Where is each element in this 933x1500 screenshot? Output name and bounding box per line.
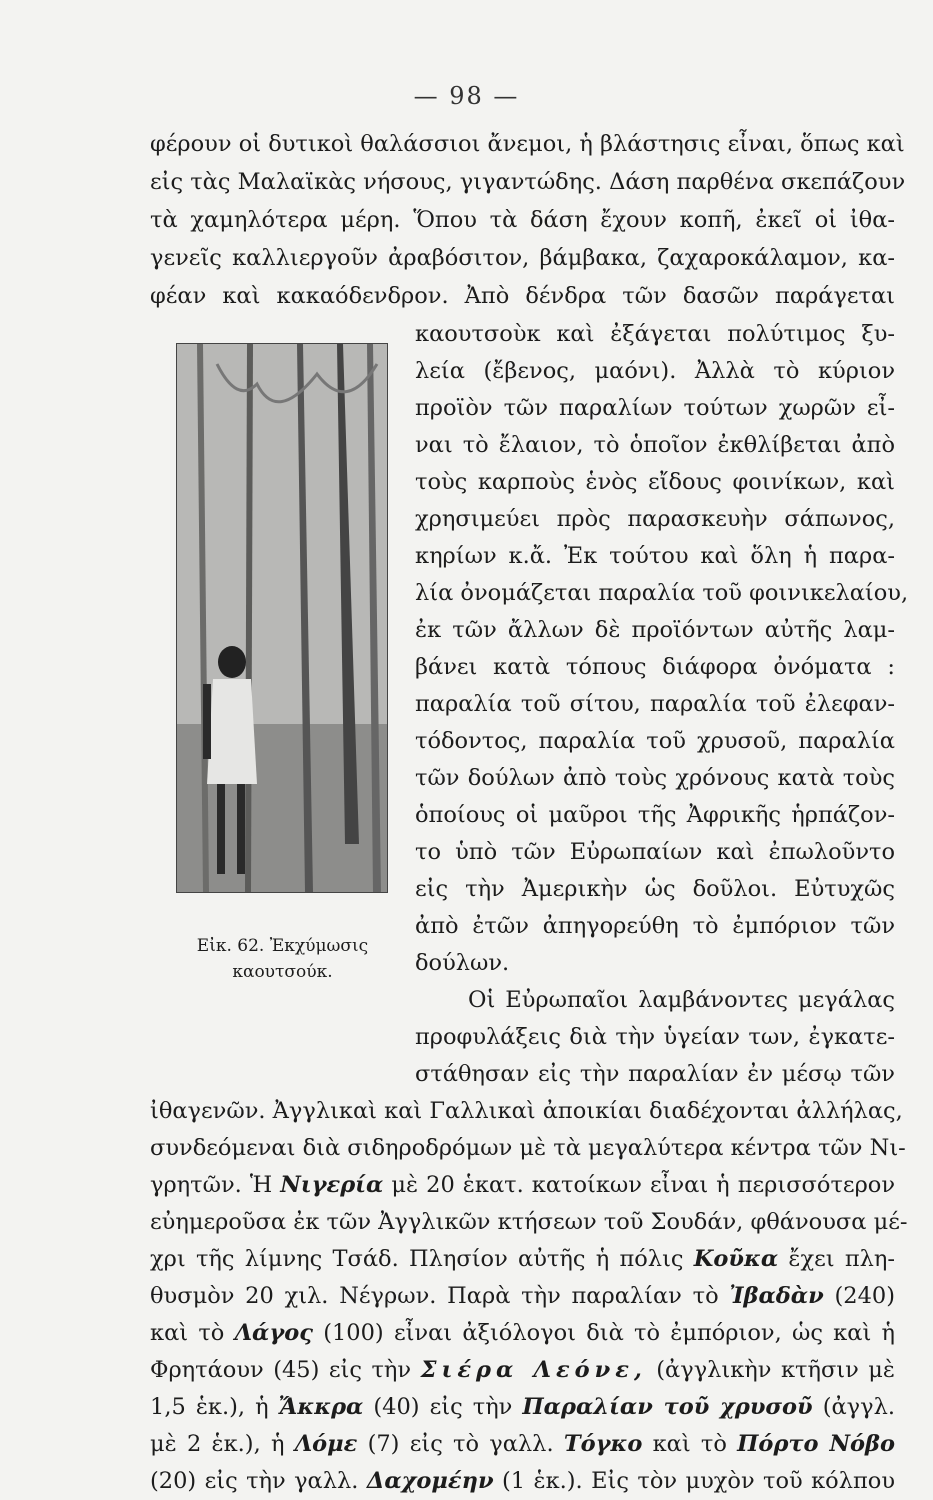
place-name: Ἄκκρα [278, 1394, 364, 1420]
text-line: Φρητάουν (45) εἰς τὴν Σιέρα Λεόνε, (ἀγγλικὴν κτῆσιν μὲ [150, 1357, 895, 1383]
text-line: κηρίων κ.ἄ. Ἐκ τούτου καὶ ὅλη ἡ παρα- [415, 543, 895, 569]
place-name: Τόγκο [563, 1431, 643, 1457]
text-line: 1,5 ἑκ.), ἡ Ἄκκρα (40) εἰς τὴν Παραλίαν τοῦ χρυσοῦ (ἀγγλ. [150, 1394, 895, 1420]
place-name: Σιέρα Λεόνε, [420, 1357, 647, 1383]
text-line: εὐημεροῦσα ἐκ τῶν Ἀγγλικῶν κτήσεων τοῦ Σουδάν, φθάνουσα μέ- [150, 1209, 908, 1235]
text-line: ὁποίους οἱ μαῦροι τῆς Ἀφρικῆς ἡρπάζον- [415, 802, 895, 828]
text-line: στάθησαν εἰς τὴν παραλίαν ἐν μέσῳ τῶν [415, 1061, 895, 1087]
text-line: γενεῖς καλλιεργοῦν ἀραβόσιτον, βάμβακα, ζαχαροκάλαμον, κα- [150, 245, 895, 271]
figure-caption-line2: καουτσούκ. [232, 962, 333, 982]
text-line: Οἱ Εὐρωπαῖοι λαμβάνοντες μεγάλας [468, 987, 895, 1013]
text-line: καουτσοὺκ καὶ ἐξάγεται πολύτιμος ξυ- [415, 321, 895, 347]
text-line: θυσμὸν 20 χιλ. Νέγρων. Παρὰ τὴν παραλίαν τὸ Ἰβαδὰν (240) [150, 1283, 896, 1309]
text-line: τὰ χαμηλότερα μέρη. Ὅπου τὰ δάση ἔχουν κοπῆ, ἐκεῖ οἱ ἰθα- [150, 207, 895, 233]
text-line: τόδοντος, παραλία τοῦ χρυσοῦ, παραλία [415, 728, 895, 754]
place-name: Πόρτο Νόβο [737, 1431, 895, 1457]
text-line: λεία (ἔβενος, μαόνι). Ἀλλὰ τὸ κύριον [415, 358, 895, 384]
text-line: δούλων. [415, 950, 510, 976]
text-line: φέαν καὶ κακαόδενδρον. Ἀπὸ δένδρα τῶν δασῶν παράγεται [150, 283, 895, 309]
text-line: βάνει κατὰ τόπους διάφορα ὀνόματα : [415, 654, 895, 680]
place-name: Λάγος [234, 1320, 313, 1346]
place-name: Ἰβαδὰν [729, 1283, 824, 1309]
text-line: τῶν δούλων ἀπὸ τοὺς χρόνους κατὰ τοὺς [415, 765, 895, 791]
page-number: — 98 — [413, 82, 520, 110]
text-line: προϊὸν τῶν παραλίων τούτων χωρῶν εἶ- [415, 395, 895, 421]
text-line: φέρουν οἱ δυτικοὶ θαλάσσιοι ἄνεμοι, ἡ βλάστησις εἶναι, ὅπως καὶ [150, 131, 905, 157]
text-line: λία ὀνομάζεται παραλία τοῦ φοινικελαίου, [415, 580, 909, 606]
place-name: Παραλίαν τοῦ χρυσοῦ [522, 1394, 813, 1420]
text-line: ἀπὸ ἐτῶν ἀπηγορεύθη τὸ ἐμπόριον τῶν [415, 913, 895, 939]
text-line: χρησιμεύει πρὸς παρασκευὴν σάπωνος, [415, 506, 895, 532]
figure-photo [176, 343, 388, 893]
text-line: εἰς τὰς Μαλαϊκὰς νήσους, γιγαντώδης. Δάση παρθένα σκεπάζουν [150, 169, 906, 195]
place-name: Κοῦκα [693, 1246, 779, 1272]
place-name: Νιγερία [280, 1172, 384, 1198]
text-line: ναι τὸ ἔλαιον, τὸ ὁποῖον ἐκθλίβεται ἀπὸ [415, 432, 895, 458]
place-name: Δαχομέην [366, 1468, 494, 1494]
text-line: μὲ 2 ἑκ.), ἡ Λόμε (7) εἰς τὸ γαλλ. Τόγκο καὶ τὸ Πόρτο Νόβο [150, 1431, 895, 1457]
text-line: ἰθαγενῶν. Ἀγγλικαὶ καὶ Γαλλικαὶ ἀποικίαι διαδέχονται ἀλλήλας, [150, 1098, 903, 1124]
text-line: χρι τῆς λίμνης Τσάδ. Πλησίον αὐτῆς ἡ πόλις Κοῦκα ἔχει πλη- [150, 1246, 896, 1272]
text-line: ἐκ τῶν ἄλλων δὲ προϊόντων αὐτῆς λαμ- [415, 617, 895, 643]
text-line: εἰς τὴν Ἀμερικὴν ὡς δοῦλοι. Εὐτυχῶς [415, 876, 895, 902]
text-line: (20) εἰς τὴν γαλλ. Δαχομέην (1 ἑκ.). Εἰς τὸν μυχὸν τοῦ κόλπου [150, 1468, 895, 1494]
text-line: τοὺς καρποὺς ἑνὸς εἴδους φοινίκων, καὶ [415, 469, 895, 495]
figure-caption-line1: Εἰκ. 62. Ἐκχύμωσις [196, 936, 369, 956]
text-line: παραλία τοῦ σίτου, παραλία τοῦ ἐλεφαν- [415, 691, 895, 717]
rubber-tree-photo [177, 344, 387, 892]
place-name: Λόμε [294, 1431, 358, 1457]
text-line: συνδεόμεναι διὰ σιδηροδρόμων μὲ τὰ μεγαλύτερα κέντρα τῶν Νι- [150, 1135, 906, 1161]
text-line: το ὑπὸ τῶν Εὐρωπαίων καὶ ἐπωλοῦντο [415, 839, 895, 865]
text-line: γρητῶν. Ἡ Νιγερία μὲ 20 ἑκατ. κατοίκων εἶναι ἡ περισσότερον [150, 1172, 896, 1198]
text-line: καὶ τὸ Λάγος (100) εἶναι ἀξιόλογοι διὰ τὸ ἐμπόριον, ὡς καὶ ἡ [150, 1320, 895, 1346]
text-line: προφυλάξεις διὰ τὴν ὑγείαν των, ἐγκατε- [415, 1024, 895, 1050]
